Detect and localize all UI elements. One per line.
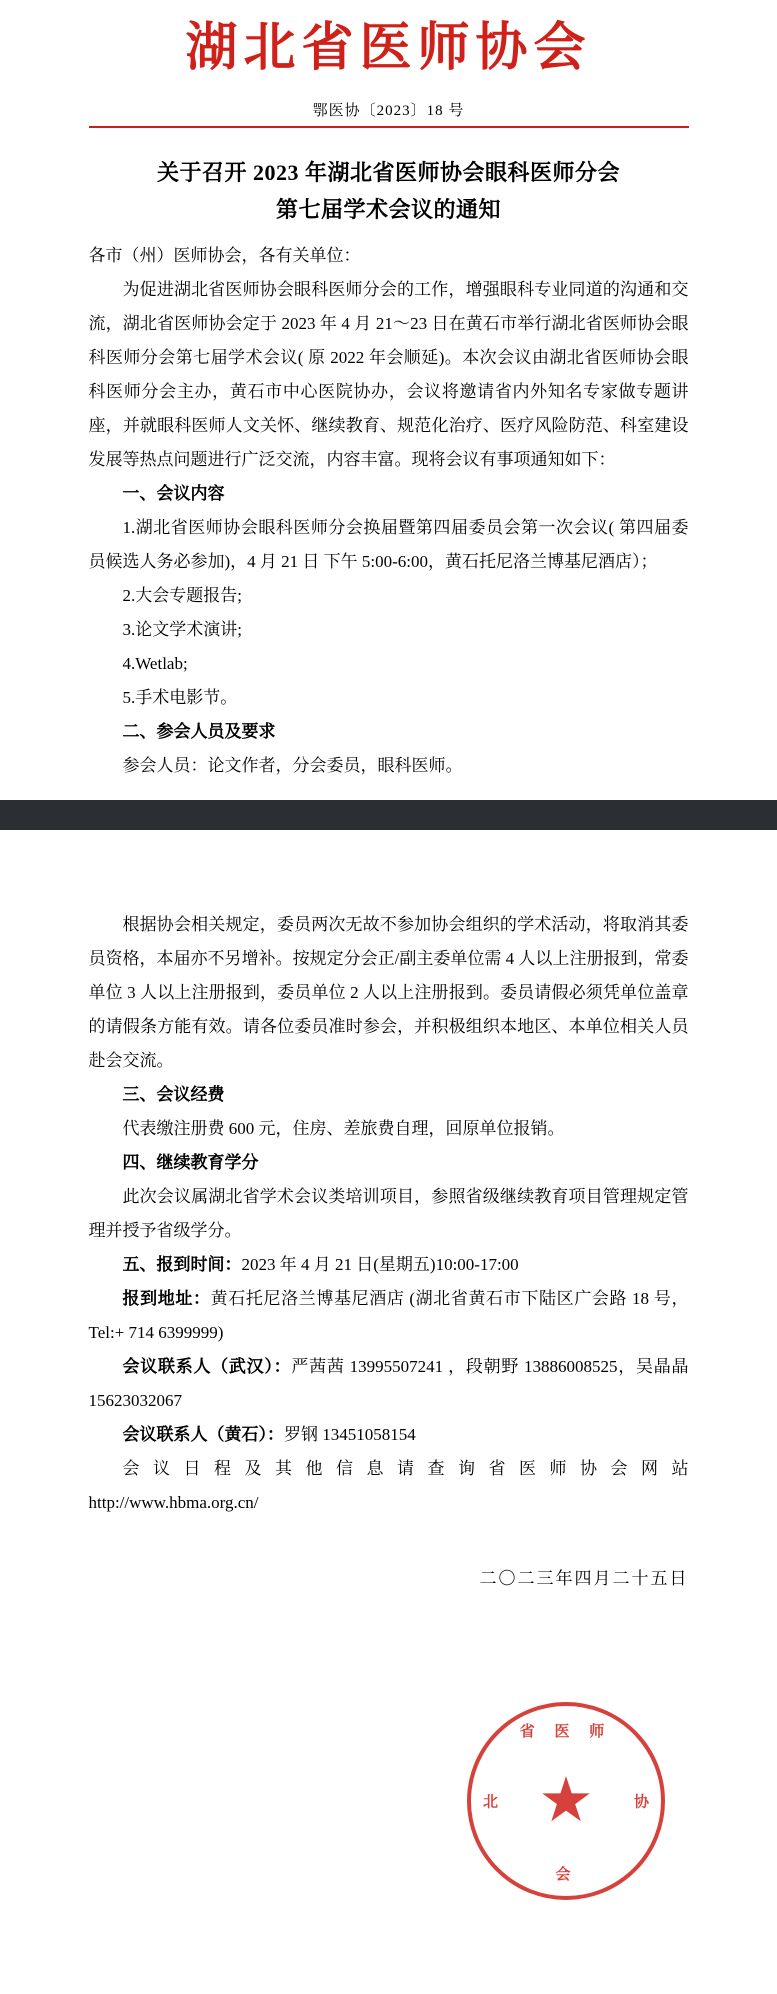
section-4-heading: 四、继续教育学分 [122, 1153, 259, 1172]
section-1-item-2: 2.大会专题报告; [122, 585, 242, 605]
salutation: 各市（州）医师协会，各有关单位： [88, 245, 361, 265]
section-4-line: 此次会议属湖北省学术会议类培训项目，参照省级继续教育项目管理规定管理并授予省级学分。 [88, 1187, 689, 1240]
contact-huangshi-value: 罗钢 13451058154 [284, 1425, 416, 1444]
red-divider-rule [89, 126, 689, 128]
document-body-page-1 [89, 239, 689, 783]
contact-wuhan-line [89, 1350, 689, 1418]
document-number: 鄂医协〔2023〕18 号 [312, 103, 465, 119]
section-3-heading: 三、会议经费 [122, 1085, 225, 1104]
page-title-line-1: 关于召开 2023 年湖北省医师协会眼科医师分会 [156, 160, 620, 185]
signature-date: 二〇二三年四月二十五日 [479, 1569, 689, 1588]
contact-huangshi-line [89, 1418, 689, 1452]
document-body-page-2 [89, 908, 689, 1520]
page-divider [0, 800, 777, 830]
footer-note: 会 议 日 程 及 其 他 信 息 请 查 询 省 医 师 协 会 网 站 [122, 1459, 689, 1478]
section-1-item-4: 4.Wetlab; [122, 653, 188, 673]
official-seal-stamp [467, 1702, 665, 1900]
section-3-line: 代表缴注册费 600 元，住房、差旅费自理，回原单位报销。 [122, 1119, 565, 1138]
scanned-page-1 [0, 0, 777, 800]
address-line [89, 1282, 689, 1350]
address-value: 黄石托尼洛兰博基尼酒店 (湖北省黄石市下陆区广会路 18 号，Tel:+ 714 6399999) [88, 1289, 689, 1342]
star-icon: ★ [538, 1767, 594, 1835]
address-label: 报到地址： [122, 1289, 211, 1308]
contact-huangshi-label: 会议联系人（黄石）： [122, 1425, 284, 1444]
section-1-item-5: 5.手术电影节。 [122, 687, 238, 707]
section-1-item-3: 3.论文学术演讲; [122, 619, 242, 639]
page-title-line-2: 第七届学术会议的通知 [275, 197, 501, 223]
seal-text-top: 省 医 师 [519, 1724, 613, 1740]
contact-wuhan-value: 严茜茜 13995507241 ，段朝野 13886008525，吴晶晶 15623032067 [88, 1357, 689, 1410]
section-5-label: 五、报到时间： [122, 1255, 242, 1274]
website-url[interactable]: http://www.hbma.org.cn/ [88, 1493, 259, 1512]
seal-text-left: 北 [483, 1794, 499, 1811]
section-2-attendees: 参会人员：论文作者，分会委员，眼科医师。 [122, 755, 463, 775]
contact-wuhan-label: 会议联系人（武汉）： [122, 1357, 292, 1376]
section-5-line [89, 1248, 689, 1282]
section-1-item-1: 1.湖北省医师协会眼科医师分会换届暨第四届委员会第一次会议( 第四届委员候选人务必参加)，4 月 21 日 下午 5:00-6:00，黄石托尼洛兰博基尼酒店）； [88, 517, 689, 571]
intro-paragraph: 为促进湖北省医师协会眼科医师分会的工作，增强眼科专业同道的沟通和交流，湖北省医师协会定于 2023 年 4 月 21～23 日在黄石市举行湖北省医师协会眼科医师分会第七届学术会议( 原 2022 年会顺延)。本次会议由湖北省医师协会眼科医师分会主办，黄石市中心医院协办，会议将邀请省内外知名专家做专题讲座，并就眼科医师人文关怀、继续教育、规范化治疗、医疗风险防范、科室建设发展等热点问题进行广泛交流，内容丰富。现将会议有事项通知如下： [88, 279, 689, 469]
seal-text-bottom: 会 [555, 1867, 577, 1883]
page-title [69, 154, 709, 229]
letterhead [0, 0, 777, 81]
document-number-block [89, 99, 689, 128]
seal-text-right: 协 [633, 1794, 649, 1811]
section-5-value: 2023 年 4 月 21 日(星期五)10:00-17:00 [241, 1255, 519, 1274]
organization-title: 湖北省医师协会 [185, 20, 592, 77]
section-2-heading: 二、参会人员及要求 [122, 721, 276, 741]
section-2-paragraph: 根据协会相关规定，委员两次无故不参加协会组织的学术活动，将取消其委员资格，本届亦不另增补。按规定分会正/副主委单位需 4 人以上注册报到，常委单位 3 人以上注册报到，委员单位 2 人以上注册报到。委员请假必须凭单位盖章的请假条方能有效。请各位委员准时参会，并积极组织本地区、本单位相关人员赴会交流。 [88, 915, 689, 1070]
section-1-heading: 一、会议内容 [122, 483, 225, 503]
scanned-page-2 [0, 830, 777, 1910]
